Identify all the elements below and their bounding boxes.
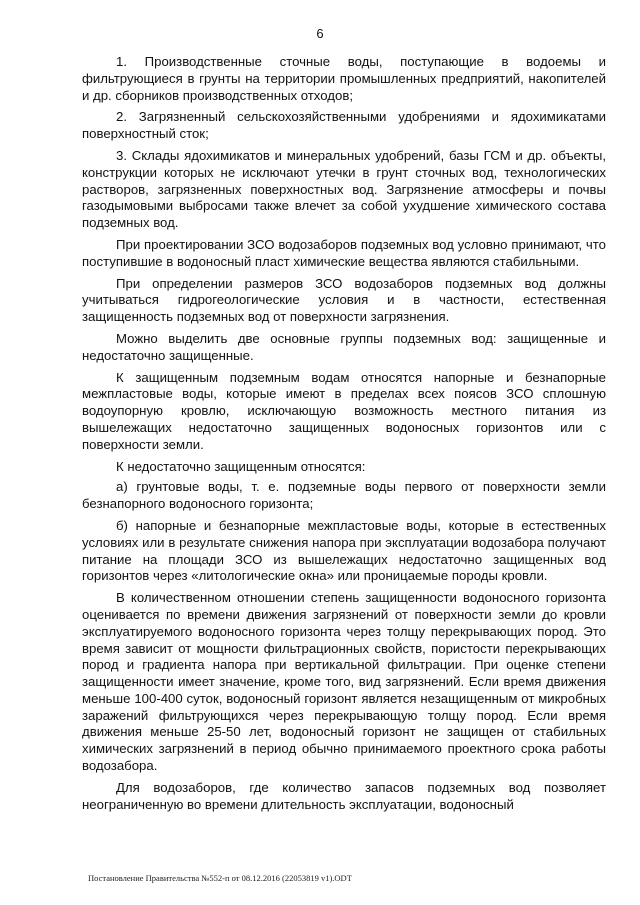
paragraph-protected-waters: К защищенным подземным водам относятся напорные и безнапорные межпластовые воды, которые имеют в пределах всех поясов ЗСО сплошную водоупорную кровлю, исключающую возможность местного питания из вышележащих недостаточно защищенных водоносных горизонтов или с поверхности земли. (82, 369, 606, 452)
paragraph-design-assumption: При проектировании ЗСО водозаборов подземных вод условно принимают, что поступившие в водоносный пласт химические вещества являются стабильными. (82, 236, 606, 269)
paragraph-insufficient-intro: К недостаточно защищенным относятся: (116, 458, 366, 474)
paragraph-item-a: а) грунтовые воды, т. е. подземные воды первого от поверхности земли безнапорного водоносного горизонта; (82, 479, 606, 512)
paragraph-item-3: 3. Склады ядохимикатов и минеральных удобрений, базы ГСМ и др. объекты, конструкции которых не исключают утечки в грунт сточных вод, технологических растворов, загрязненных поверхностных вод. Загрязнение атмосферы и почвы газодымовыми выбросами также влечет за собой ухудшение химического состава подземных вод. (82, 147, 606, 231)
document-body (82, 54, 606, 818)
paragraph-zone-sizing: При определении размеров ЗСО водозаборов подземных вод должны учитываться гидрогеологические условия и в частности, естественная защищенность подземных вод от поверхности загрязнения. (82, 275, 606, 325)
paragraph-item-2: 2. Загрязненный сельскохозяйственными удобрениями и ядохимикатами поверхностный сток; (82, 109, 606, 142)
page-number: 6 (316, 26, 324, 41)
paragraph-item-b: б) напорные и безнапорные межпластовые воды, которые в естественных условиях или в результате снижения напора при эксплуатации водозабора получают питание на площади ЗСО из вышележащих недостаточно защищенных вод горизонтов через «литологические окна» или проницаемые породы кровли. (82, 517, 606, 584)
paragraph-quantitative: В количественном отношении степень защищенности водоносного горизонта оценивается по времени движения загрязнений от поверхности земли до кровли эксплуатируемого водоносного горизонта через толщу перекрывающих пород. Это время зависит от мощности фильтрационных свойств, пористости перекрывающих пород и градиента напора при вертикальной фильтрации. При оценке степени защищенности имеет значение, кроме того, вид загрязнений. Если время движения меньше 100-400 суток, водоносный горизонт является незащищенным от микробных заражений фильтрующихся через перекрывающую толщу пород. Если время движения меньше 25-50 лет, водоносный горизонт не защищен от стабильных химических загрязнений в период обычно принимаемого проектного срока работы водозабора. (82, 590, 606, 774)
paragraph-item-1: 1. Производственные сточные воды, поступающие в водоемы и фильтрующиеся в грунты на территории промышленных предприятий, накопителей и др. сборников производственных отходов; (82, 54, 606, 103)
paragraph-groups: Можно выделить две основные группы подземных вод: защищенные и недостаточно защищенные. (82, 330, 606, 363)
paragraph-unlimited-intakes: Для водозаборов, где количество запасов подземных вод позволяет неограниченную во времени длительность эксплуатации, водоносный (82, 779, 606, 812)
document-footer: Постановление Правительства №552-п от 08.12.2016 (22053819 v1).ODT (88, 873, 352, 883)
